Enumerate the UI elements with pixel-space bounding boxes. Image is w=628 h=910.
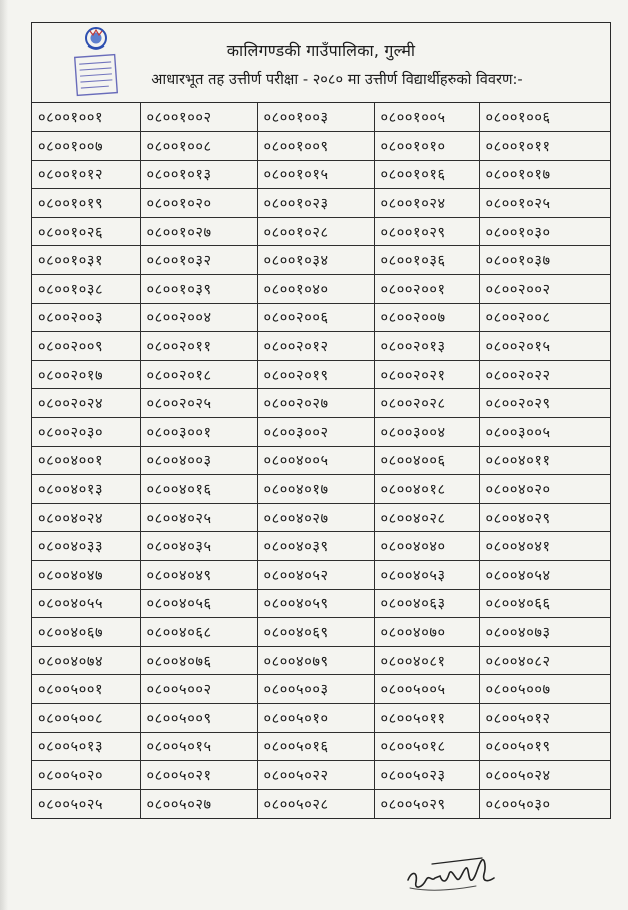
symbol-number-cell: ०८००४०६६ — [479, 589, 610, 618]
symbol-number-cell: ०८००२००३ — [32, 303, 140, 332]
symbol-number-cell: ०८००१०१० — [374, 132, 479, 161]
symbol-number-cell: ०८००१००६ — [479, 103, 610, 132]
table-row — [32, 475, 610, 504]
symbol-number-cell: ०८००५०३० — [479, 789, 610, 818]
symbol-number-cell: ०८००४०७४ — [32, 646, 140, 675]
symbol-number-cell: ०८००१०२८ — [257, 217, 374, 246]
symbol-number-cell: ०८००१०२५ — [479, 189, 610, 218]
symbol-number-cell: ०८००४०६९ — [257, 618, 374, 647]
symbol-number-cell: ०८००१०२४ — [374, 189, 479, 218]
symbol-number-cell: ०८००२०२८ — [374, 389, 479, 418]
symbol-number-cell: ०८००५००८ — [32, 703, 140, 732]
symbol-number-cell: ०८००५०२५ — [32, 789, 140, 818]
symbol-number-cell: ०८००५०२९ — [374, 789, 479, 818]
symbol-number-cell: ०८००४०२५ — [140, 503, 257, 532]
symbol-number-cell: ०८००२००६ — [257, 303, 374, 332]
symbol-number-cell: ०८००१००५ — [374, 103, 479, 132]
table-row — [32, 217, 610, 246]
table-row — [32, 303, 610, 332]
table-row — [32, 246, 610, 275]
symbol-number-cell: ०८००४०५२ — [257, 561, 374, 590]
symbol-number-cell: ०८००४०२० — [479, 475, 610, 504]
symbol-number-cell: ०८००५०१३ — [32, 732, 140, 761]
table-row — [32, 761, 610, 790]
symbol-number-cell: ०८००२०३० — [32, 418, 140, 447]
symbol-number-cell: ०८००१०२९ — [374, 217, 479, 246]
symbol-number-cell: ०८००५०१६ — [257, 732, 374, 761]
symbol-number-cell: ०८००४०२४ — [32, 503, 140, 532]
symbol-number-cell: ०८००५००७ — [479, 675, 610, 704]
table-row — [32, 561, 610, 590]
symbol-number-cell: ०८००१०२० — [140, 189, 257, 218]
symbol-number-cell: ०८००५०१२ — [479, 703, 610, 732]
symbol-number-cell: ०८००२०२१ — [374, 360, 479, 389]
symbol-number-cell: ०८००४०४० — [374, 532, 479, 561]
symbol-number-cell: ०८००५०१८ — [374, 732, 479, 761]
symbol-number-cell: ०८००१००३ — [257, 103, 374, 132]
symbol-number-cell: ०८००१००९ — [257, 132, 374, 161]
symbol-number-cell: ०८००२०२५ — [140, 389, 257, 418]
symbol-number-cell: ०८००३००५ — [479, 418, 610, 447]
symbol-number-cell: ०८००४०८१ — [374, 646, 479, 675]
symbol-number-cell: ०८००१०२३ — [257, 189, 374, 218]
symbol-number-cell: ०८००४०१३ — [32, 475, 140, 504]
symbol-number-cell: ०८००२०२२ — [479, 360, 610, 389]
symbol-number-cell: ०८००१०३० — [479, 217, 610, 246]
symbol-number-cell: ०८००२००९ — [32, 332, 140, 361]
symbol-number-cell: ०८००२०२९ — [479, 389, 610, 418]
symbol-number-cell: ०८००४०७० — [374, 618, 479, 647]
symbol-number-cell: ०८००१०३२ — [140, 246, 257, 275]
table-row — [32, 389, 610, 418]
symbol-number-cell: ०८००२०२७ — [257, 389, 374, 418]
symbol-number-cell: ०८००४०२९ — [479, 503, 610, 532]
symbol-number-cell: ०८००४०४७ — [32, 561, 140, 590]
symbol-number-cell: ०८००५०२३ — [374, 761, 479, 790]
table-row — [32, 418, 610, 447]
symbol-number-cell: ०८००३००२ — [257, 418, 374, 447]
symbol-number-cell: ०८००४०३९ — [257, 532, 374, 561]
symbol-number-cell: ०८००२००२ — [479, 275, 610, 304]
symbol-number-cell: ०८००२०११ — [140, 332, 257, 361]
symbol-number-cell: ०८००१०२७ — [140, 217, 257, 246]
symbol-number-cell: ०८००५००१ — [32, 675, 140, 704]
table-row — [32, 789, 610, 818]
symbol-number-cell: ०८००४०८२ — [479, 646, 610, 675]
symbol-number-table — [32, 103, 610, 818]
symbol-number-cell: ०८००१०१२ — [32, 160, 140, 189]
symbol-number-cell: ०८००२००४ — [140, 303, 257, 332]
symbol-number-cell: ०८००४०७९ — [257, 646, 374, 675]
symbol-number-cell: ०८००४०११ — [479, 446, 610, 475]
results-table-frame — [31, 22, 611, 819]
symbol-number-cell: ०८००४००३ — [140, 446, 257, 475]
symbol-number-cell: ०८००१०१७ — [479, 160, 610, 189]
symbol-number-cell: ०८००३००१ — [140, 418, 257, 447]
symbol-number-cell: ०८००४०७६ — [140, 646, 257, 675]
symbol-number-cell: ०८००४०५६ — [140, 589, 257, 618]
table-row — [32, 646, 610, 675]
symbol-number-cell: ०८००५०११ — [374, 703, 479, 732]
symbol-number-cell: ०८००४०६८ — [140, 618, 257, 647]
symbol-number-cell: ०८००४०१७ — [257, 475, 374, 504]
symbol-number-cell: ०८००१०३१ — [32, 246, 140, 275]
symbol-number-cell: ०८००४०२७ — [257, 503, 374, 532]
table-row — [32, 532, 610, 561]
symbol-number-cell: ०८००४०५४ — [479, 561, 610, 590]
symbol-number-cell: ०८००४०६७ — [32, 618, 140, 647]
table-row — [32, 275, 610, 304]
symbol-number-cell: ०८००४०१६ — [140, 475, 257, 504]
table-row — [32, 618, 610, 647]
symbol-number-cell: ०८००४०४९ — [140, 561, 257, 590]
symbol-number-cell: ०८००१००२ — [140, 103, 257, 132]
handwritten-signature — [402, 852, 502, 898]
table-row — [32, 503, 610, 532]
table-row — [32, 703, 610, 732]
symbol-number-cell: ०८००२००८ — [479, 303, 610, 332]
symbol-number-cell: ०८००२०१९ — [257, 360, 374, 389]
symbol-number-cell: ०८००५००५ — [374, 675, 479, 704]
symbol-number-cell: ०८००४००१ — [32, 446, 140, 475]
symbol-number-cell: ०८००१०३७ — [479, 246, 610, 275]
symbol-number-cell: ०८००४०५९ — [257, 589, 374, 618]
symbol-number-cell: ०८००४०७३ — [479, 618, 610, 647]
symbol-number-cell: ०८००१०१६ — [374, 160, 479, 189]
table-row — [32, 675, 610, 704]
table-row — [32, 189, 610, 218]
symbol-number-cell: ०८००२०१३ — [374, 332, 479, 361]
table-row — [32, 160, 610, 189]
symbol-number-cell: ०८००२०२४ — [32, 389, 140, 418]
symbol-number-cell: ०८००१०२६ — [32, 217, 140, 246]
table-row — [32, 332, 610, 361]
page-title: कालिगण्डकी गाउँपालिका, गुल्मी — [226, 41, 416, 60]
symbol-number-cell: ०८००४०५५ — [32, 589, 140, 618]
symbol-number-cell: ०८००१०१५ — [257, 160, 374, 189]
symbol-number-cell: ०८००३००४ — [374, 418, 479, 447]
symbol-number-cell: ०८००२००७ — [374, 303, 479, 332]
symbol-number-cell: ०८००२०१८ — [140, 360, 257, 389]
symbol-number-cell: ०८००५००२ — [140, 675, 257, 704]
symbol-number-cell: ०८००१००८ — [140, 132, 257, 161]
symbol-number-cell: ०८००४००५ — [257, 446, 374, 475]
symbol-number-cell: ०८००४०४१ — [479, 532, 610, 561]
symbol-number-cell: ०८००५०२७ — [140, 789, 257, 818]
symbol-number-cell: ०८००१०३४ — [257, 246, 374, 275]
table-row — [32, 360, 610, 389]
symbol-number-cell: ०८००१०१९ — [32, 189, 140, 218]
symbol-number-cell: ०८००२००१ — [374, 275, 479, 304]
table-row — [32, 446, 610, 475]
table-row — [32, 132, 610, 161]
symbol-number-cell: ०८००४०३५ — [140, 532, 257, 561]
symbol-number-cell: ०८००४०६३ — [374, 589, 479, 618]
symbol-number-cell: ०८००५०१९ — [479, 732, 610, 761]
symbol-number-cell: ०८००२०१५ — [479, 332, 610, 361]
symbol-number-cell: ०८००५०१५ — [140, 732, 257, 761]
table-body — [32, 103, 610, 818]
symbol-number-cell: ०८००४०५३ — [374, 561, 479, 590]
symbol-number-cell: ०८००१०३९ — [140, 275, 257, 304]
symbol-number-cell: ०८००५००३ — [257, 675, 374, 704]
table-row — [32, 732, 610, 761]
symbol-number-cell: ०८००२०१२ — [257, 332, 374, 361]
symbol-number-cell: ०८००४०१८ — [374, 475, 479, 504]
page-subtitle: आधारभूत तह उत्तीर्ण परीक्षा - २०८० मा उत्तीर्ण विद्यार्थीहरुको विवरण:- — [151, 71, 523, 88]
table-row — [32, 589, 610, 618]
symbol-number-cell: ०८००१०३६ — [374, 246, 479, 275]
symbol-number-cell: ०८००५०२४ — [479, 761, 610, 790]
symbol-number-cell: ०८००२०१७ — [32, 360, 140, 389]
symbol-number-cell: ०८००५०१० — [257, 703, 374, 732]
symbol-number-cell: ०८००५०२८ — [257, 789, 374, 818]
symbol-number-cell: ०८००१०३८ — [32, 275, 140, 304]
symbol-number-cell: ०८००४०२८ — [374, 503, 479, 532]
table-row — [32, 103, 610, 132]
symbol-number-cell: ०८००५०२० — [32, 761, 140, 790]
table-header — [32, 23, 610, 103]
symbol-number-cell: ०८००५०२१ — [140, 761, 257, 790]
symbol-number-cell: ०८००५००९ — [140, 703, 257, 732]
scan-shadow — [0, 0, 8, 910]
symbol-number-cell: ०८००४०३३ — [32, 532, 140, 561]
symbol-number-cell: ०८००१०४० — [257, 275, 374, 304]
symbol-number-cell: ०८००१०११ — [479, 132, 610, 161]
symbol-number-cell: ०८००१००१ — [32, 103, 140, 132]
symbol-number-cell: ०८००१०१३ — [140, 160, 257, 189]
symbol-number-cell: ०८००४००६ — [374, 446, 479, 475]
symbol-number-cell: ०८००१००७ — [32, 132, 140, 161]
symbol-number-cell: ०८००५०२२ — [257, 761, 374, 790]
